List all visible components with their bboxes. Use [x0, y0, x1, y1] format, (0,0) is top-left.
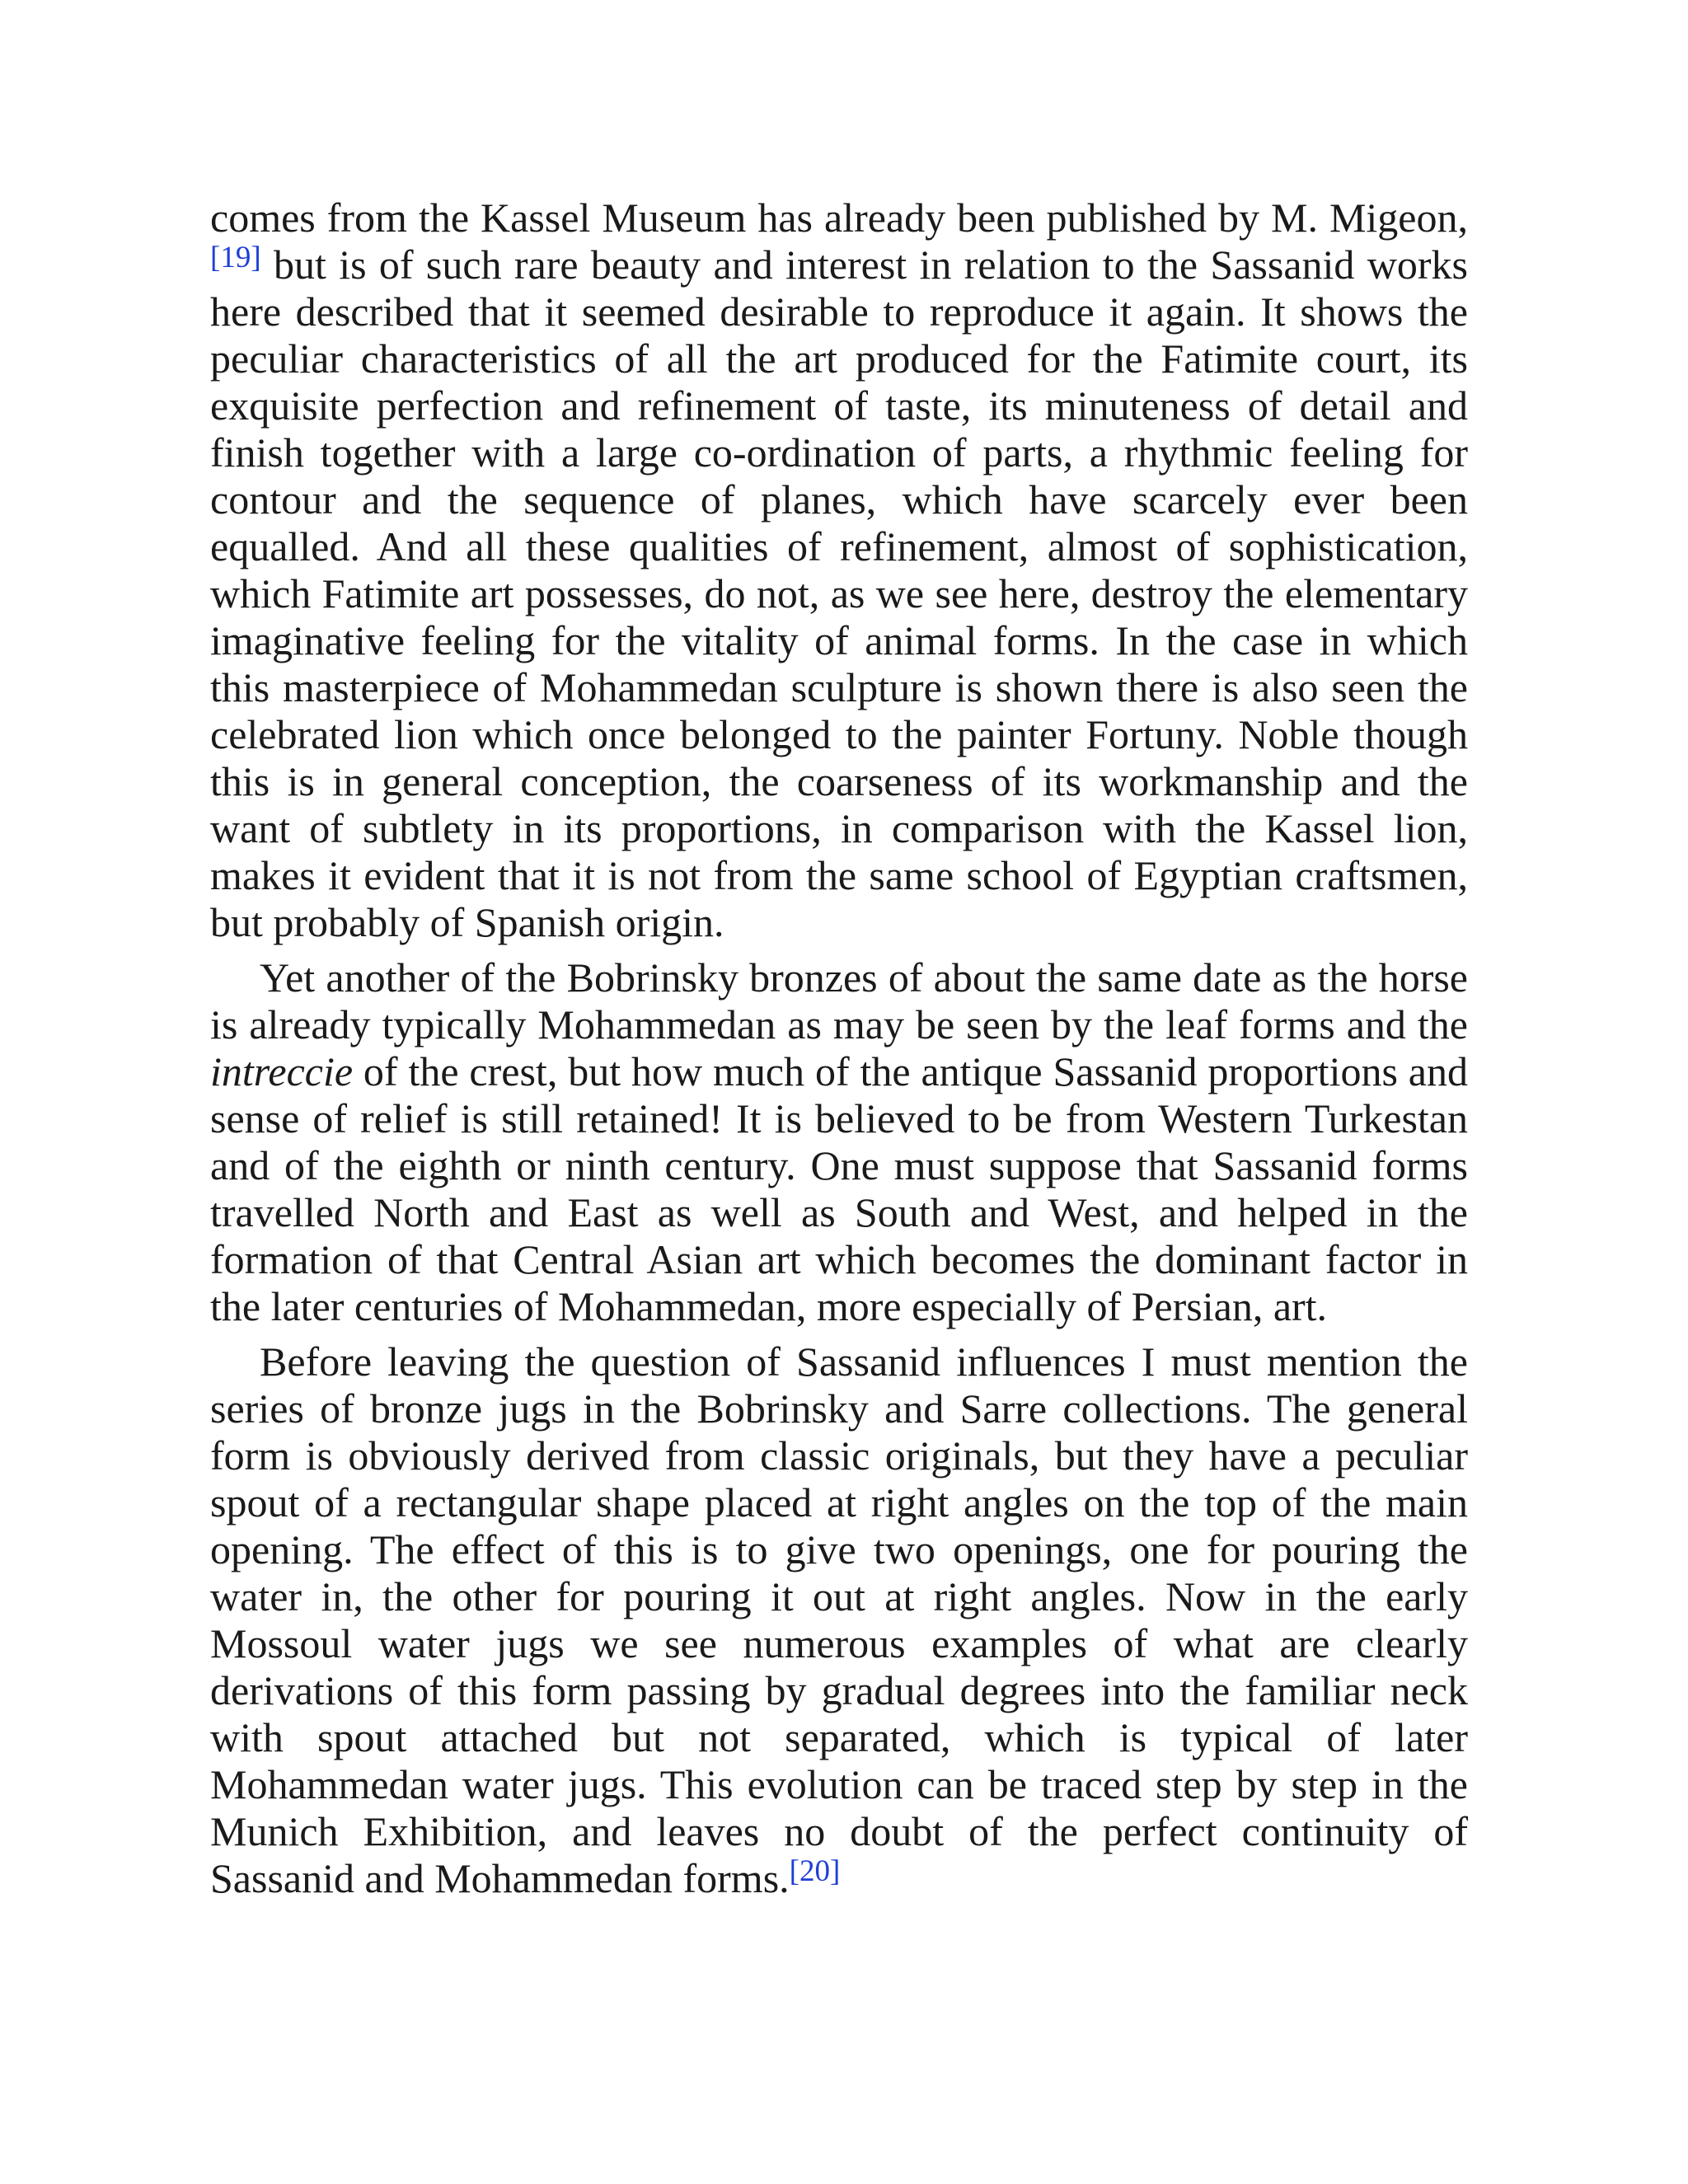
paragraph-1 [210, 194, 1468, 946]
document-body [210, 194, 1468, 1910]
footnote-link-20[interactable]: [20] [789, 1854, 841, 1888]
paragraph-3 [210, 1338, 1468, 1902]
italic-term-intreccie: intreccie [210, 1048, 354, 1094]
paragraph-2-text-a: Yet another of the Bobrinsky bronzes of about the same date as the horse is already typically Mohammedan as may be seen by the leaf forms and the [210, 954, 1468, 1047]
paragraph-1-text-a: comes from the Kassel Museum has already been published by M. Migeon, [210, 194, 1468, 241]
paragraph-1-text-b: but is of such rare beauty and interest in relation to the Sassanid works here described that it seemed desirable to reproduce it again. It shows the peculiar characteristics of all the art produced for the Fatimite court, its exquisite perfection and refinement of taste, its minuteness of detail and finish together with a large co-ordination of parts, a rhythmic feeling for contour and the sequence of planes, which have scarcely ever been equalled. And all these qualities of refinement, almost of sophistication, which Fatimite art possesses, do not, as we see here, destroy the elementary imaginative feeling for the vitality of animal forms. In the case in which this masterpiece of Mohammedan sculpture is shown there is also seen the celebrated lion which once belonged to the painter Fortuny. Noble though this is in general conception, the coarseness of its workmanship and the want of subtlety in its proportions, in comparison with the Kassel lion, makes it evident that it is not from the same school of Egyptian craftsmen, but probably of Spanish origin. [210, 241, 1468, 945]
paragraph-2 [210, 954, 1468, 1330]
paragraph-3-text-a: Before leaving the question of Sassanid influences I must mention the series of bronze jugs in the Bobrinsky and Sarre collections. The general form is obviously derived from classic originals, but they have a peculiar spout of a rectangular shape placed at right angles on the top of the main opening. The effect of this is to give two openings, one for pouring the water in, the other for pouring it out at right angles. Now in the early Mossoul water jugs we see numerous examples of what are clearly derivations of this form passing by gradual degrees into the familiar neck with spout attached but not separated, which is typical of later Mohammedan water jugs. This evolution can be traced step by step in the Munich Exhibition, and leaves no doubt of the perfect continuity of Sassanid and Mohammedan forms. [210, 1338, 1468, 1901]
footnote-link-19[interactable]: [19] [210, 241, 261, 274]
paragraph-2-text-b: of the crest, but how much of the antique Sassanid proportions and sense of relief is still retained! It is believed to be from Western Turkestan and of the eighth or ninth century. One must suppose that Sassanid forms travelled North and East as well as South and West, and helped in the formation of that Central Asian art which becomes the dominant factor in the later centuries of Mohammedan, more especially of Persian, art. [210, 1048, 1468, 1329]
